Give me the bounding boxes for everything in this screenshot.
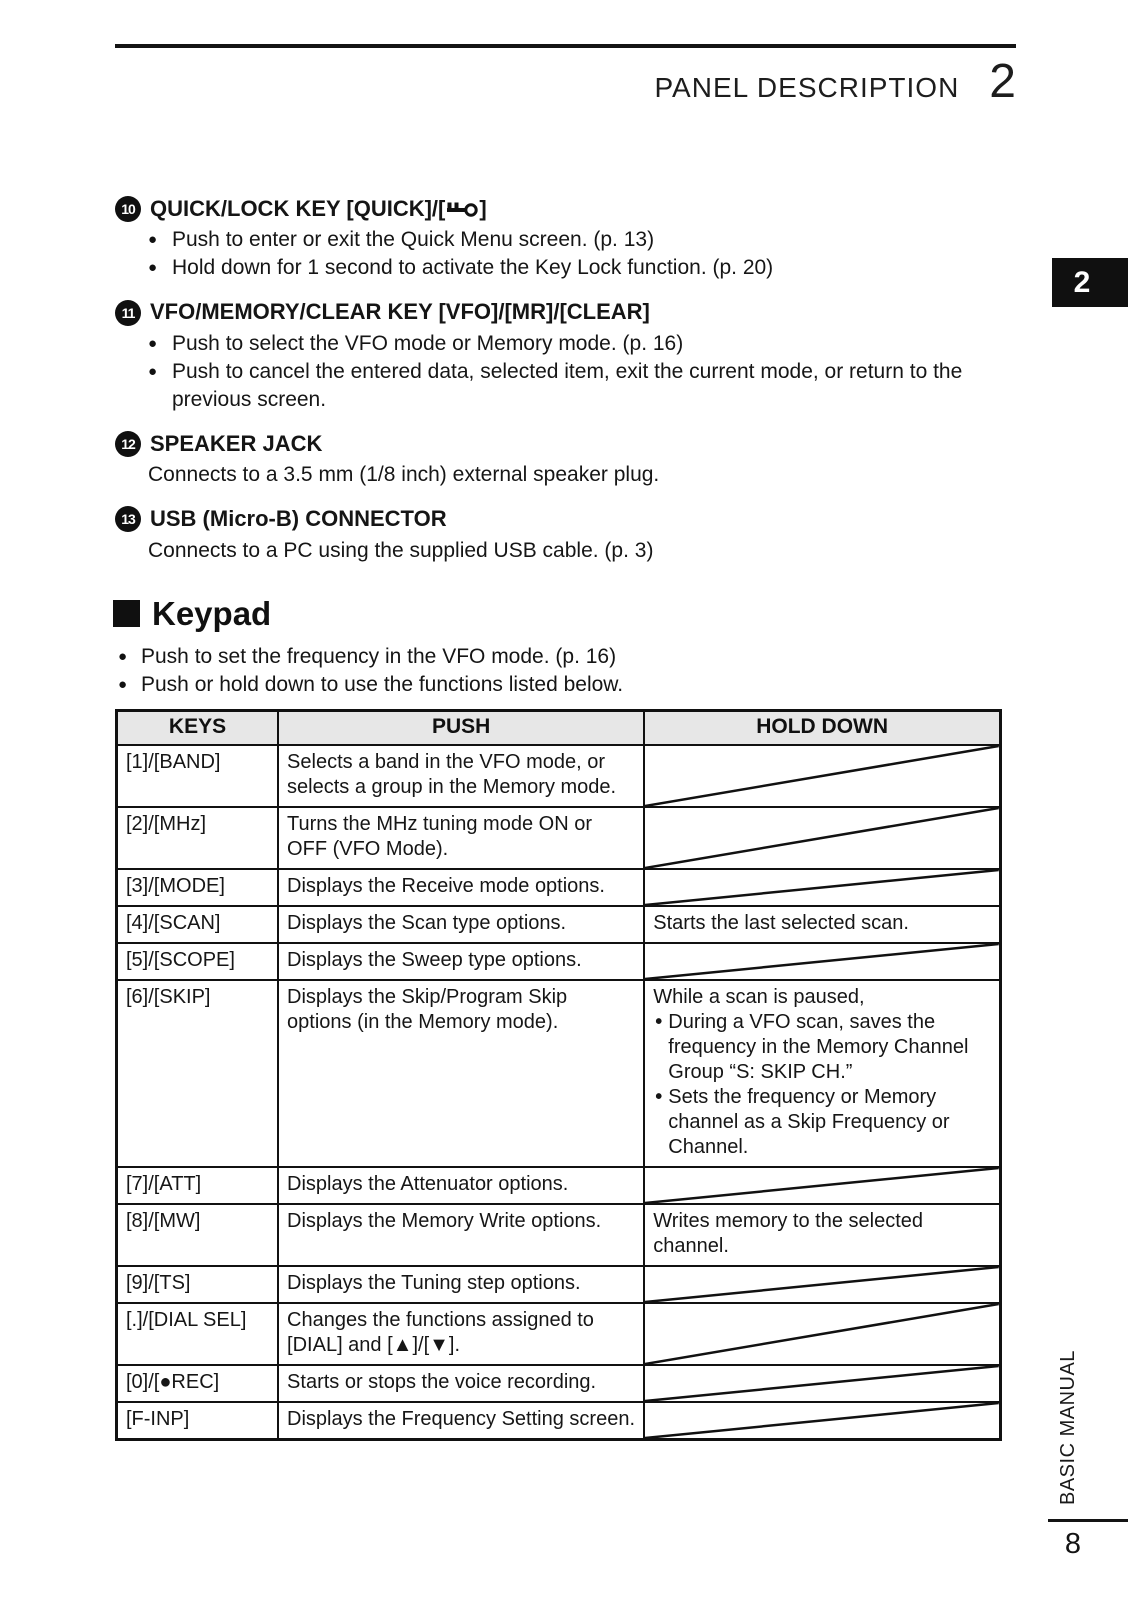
bullet-item: • Sets the frequency or Memory channel as a Skip Frequency or Channel.: [668, 1085, 991, 1160]
table-header-row: [117, 710, 1001, 745]
hold-down-empty-cell: [644, 869, 1000, 906]
hold-down-empty-cell: [644, 1402, 1000, 1440]
page-number-rule: [1048, 1519, 1128, 1522]
table-row: [117, 1365, 1001, 1402]
hold-down-empty-cell: [644, 745, 1000, 807]
key-icon: [445, 199, 479, 218]
keypad-heading-label: Keypad: [152, 594, 272, 632]
hold-down-description: Starts the last selected scan.: [644, 906, 1000, 943]
section-heading: [115, 299, 1016, 325]
push-description: Displays the Sweep type options.: [278, 943, 644, 980]
key-label: [1]/[BAND]: [117, 745, 279, 807]
table-row: [117, 980, 1001, 1167]
table-row: [117, 807, 1001, 869]
section-bullet-list: [115, 330, 1016, 414]
push-description: Displays the Memory Write options.: [278, 1204, 644, 1266]
bullet-item: ● Push to cancel the entered data, selected item, exit the current mode, or return to the previous screen.: [172, 358, 1016, 414]
chapter-side-tab-label: 2: [1073, 265, 1091, 299]
section-body: Connects to a PC using the supplied USB cable. (p. 3): [148, 538, 654, 562]
push-description: Displays the Attenuator options.: [278, 1167, 644, 1204]
table-row: [117, 1303, 1001, 1365]
bullet-item: ● Push to enter or exit the Quick Menu screen. (p. 13): [172, 226, 1016, 254]
circled-number-11: 11: [115, 300, 141, 326]
key-label: [F-INP]: [117, 1402, 279, 1440]
section-heading: [115, 506, 1016, 532]
diagonal-line-icon: [645, 808, 999, 868]
table-row: [117, 1266, 1001, 1303]
hold-down-description: Writes memory to the selected channel.: [644, 1204, 1000, 1266]
section-heading: [115, 431, 1016, 457]
bullet-item: ● Push or hold down to use the functions listed below.: [141, 671, 1016, 699]
push-description: Displays the Receive mode options.: [278, 869, 644, 906]
table-row: [117, 1204, 1001, 1266]
header-rule: [115, 44, 1016, 48]
section-bullet-list: [115, 226, 1016, 282]
chapter-side-tab: [1052, 258, 1128, 307]
square-bullet-icon: [113, 600, 140, 627]
side-text-basic-manual: BASIC MANUAL: [1057, 1350, 1079, 1505]
push-description: Displays the Scan type options.: [278, 906, 644, 943]
keypad-function-table: [115, 709, 1002, 1441]
push-description: Changes the functions assigned to [DIAL] and [▲]/[▼].: [278, 1303, 644, 1365]
hold-down-empty-cell: [644, 1167, 1000, 1204]
diagonal-line-icon: [645, 1366, 999, 1401]
page-title: PANEL DESCRIPTION: [654, 72, 960, 103]
section-speaker-jack: [115, 431, 1016, 489]
key-label: [4]/[SCAN]: [117, 906, 279, 943]
circled-number-10: 10: [115, 196, 141, 222]
key-label: [3]/[MODE]: [117, 869, 279, 906]
section-title: QUICK/LOCK KEY [QUICK]/[ ]: [150, 196, 487, 221]
key-label: [2]/[MHz]: [117, 807, 279, 869]
keypad-heading: [113, 595, 1016, 633]
diagonal-line-icon: [645, 944, 999, 979]
key-label: [6]/[SKIP]: [117, 980, 279, 1167]
hold-down-empty-cell: [644, 1303, 1000, 1365]
diagonal-line-icon: [645, 1304, 999, 1364]
push-description: Displays the Tuning step options.: [278, 1266, 644, 1303]
col-header-hold-down: HOLD DOWN: [644, 710, 1000, 745]
bullet-item: ● Push to set the frequency in the VFO mode. (p. 16): [141, 643, 1016, 671]
table-row: [117, 943, 1001, 980]
table-row: [117, 745, 1001, 807]
section-body: Connects to a 3.5 mm (1/8 inch) external speaker plug.: [148, 463, 660, 487]
key-label: [.]/[DIAL SEL]: [117, 1303, 279, 1365]
hold-down-bullet-list: [653, 1010, 991, 1160]
hold-down-empty-cell: [644, 1365, 1000, 1402]
col-header-push: PUSH: [278, 710, 644, 745]
circled-number-13: 13: [115, 506, 141, 532]
section-title: SPEAKER JACK: [150, 430, 323, 456]
table-row: [117, 906, 1001, 943]
hold-down-intro: While a scan is paused,: [653, 985, 865, 1008]
content-column: [115, 196, 1016, 1441]
table-row: [117, 1402, 1001, 1440]
key-label: [8]/[MW]: [117, 1204, 279, 1266]
keypad-bullet-list: [115, 643, 1016, 699]
key-label: [5]/[SCOPE]: [117, 943, 279, 980]
diagonal-line-icon: [645, 1168, 999, 1203]
push-description: Selects a band in the VFO mode, or selects a group in the Memory mode.: [278, 745, 644, 807]
col-header-keys: KEYS: [117, 710, 279, 745]
key-label: [7]/[ATT]: [117, 1167, 279, 1204]
bullet-item: ● Hold down for 1 second to activate the Key Lock function. (p. 20): [172, 254, 1016, 282]
circled-number-12: 12: [115, 431, 141, 457]
push-description: Displays the Skip/Program Skip options (in the Memory mode).: [278, 980, 644, 1167]
key-label: [9]/[TS]: [117, 1266, 279, 1303]
bullet-item: ● Push to select the VFO mode or Memory mode. (p. 16): [172, 330, 1016, 358]
diagonal-line-icon: [645, 1403, 999, 1438]
table-row: [117, 1167, 1001, 1204]
diagonal-line-icon: [645, 746, 999, 806]
section-title: USB (Micro-B) CONNECTOR: [150, 506, 447, 532]
push-description: Displays the Frequency Setting screen.: [278, 1402, 644, 1440]
table-row: [117, 869, 1001, 906]
section-title: VFO/MEMORY/CLEAR KEY [VFO]/[MR]/[CLEAR]: [150, 299, 650, 325]
section-vfo-memory-clear-key: [115, 299, 1016, 413]
section-heading: [115, 196, 1016, 222]
diagonal-line-icon: [645, 1267, 999, 1302]
key-label: [0]/[●REC]: [117, 1365, 279, 1402]
push-description: Starts or stops the voice recording.: [278, 1365, 644, 1402]
chapter-number: 2: [989, 55, 1016, 108]
diagonal-line-icon: [645, 870, 999, 905]
section-quick-lock-key: [115, 196, 1016, 282]
push-description: Turns the MHz tuning mode ON or OFF (VFO Mode).: [278, 807, 644, 869]
page-number: 8: [1064, 1528, 1081, 1560]
hold-down-empty-cell: [644, 1266, 1000, 1303]
bullet-item: • During a VFO scan, saves the frequency in the Memory Channel Group “S: SKIP CH.”: [668, 1010, 991, 1085]
hold-down-empty-cell: [644, 807, 1000, 869]
page-header: [115, 55, 1016, 108]
hold-down-empty-cell: [644, 943, 1000, 980]
hold-down-description: [644, 980, 1000, 1167]
section-usb-connector: [115, 506, 1016, 564]
